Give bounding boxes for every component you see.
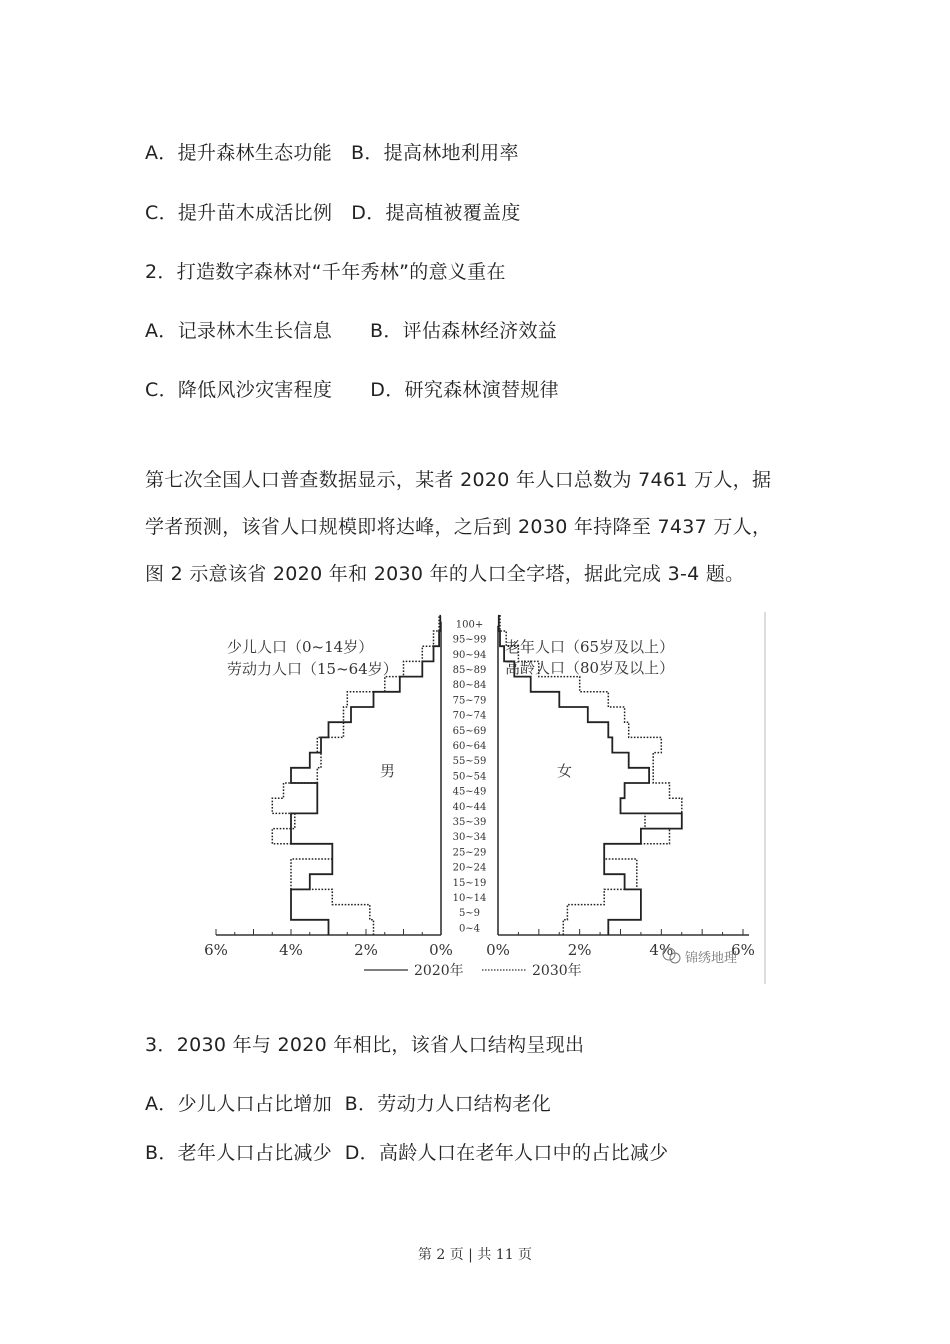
age-label: 5~9 [458, 908, 481, 920]
male-label: 男 [380, 762, 396, 780]
age-label: 100+ [455, 619, 484, 631]
age-label: 55~59 [452, 756, 487, 768]
passage-line-2: 学者预测，该省人口规模即将达峰，之后到 2030 年持降至 7437 万人， [145, 516, 772, 538]
x-tick-label-right: 2% [567, 941, 592, 959]
x-tick-label-right: 6% [731, 941, 755, 959]
legend-2020-label: 2020年 [414, 963, 464, 979]
age-label: 65~69 [452, 725, 487, 737]
age-label: 40~44 [452, 801, 487, 813]
age-group-labels [453, 619, 487, 934]
age-label: 35~39 [452, 817, 487, 828]
age-label: 0~4 [458, 923, 481, 935]
age-label: 45~49 [452, 786, 487, 798]
age-label: 90~94 [452, 649, 487, 661]
x-tick-label-left: 6% [204, 941, 228, 959]
age-label: 25~29 [452, 847, 487, 859]
q2-options-line-1: A．记录林木生长信息 B．评估森林经济效益 [145, 320, 558, 342]
q2-stem: 2．打造数字森林对“千年秀林”的意义重在 [145, 261, 506, 283]
age-label: 60~64 [452, 741, 487, 752]
q3-options-line-2: B．老年人口占比减少 D．高龄人口在老年人口中的占比减少 [145, 1142, 669, 1164]
x-tick-label-left: 2% [354, 941, 378, 959]
passage-line-3: 图 2 示意该省 2020 年和 2030 年的人口全字塔，据此完成 3-4 题。 [145, 563, 745, 585]
q3-options-line-1: A．少儿人口占比增加 B．劳动力人口结构老化 [145, 1093, 552, 1115]
legend-elderly-population: 老年人口（65岁及以上） [505, 638, 675, 656]
x-tick-label-right: 4% [649, 941, 674, 959]
legend-child-population: 少儿人口（0~14岁） [227, 638, 374, 656]
passage [145, 457, 815, 598]
legend-labor-population: 劳动力人口（15~64岁） [227, 660, 398, 678]
legend-2030-label: 2030年 [532, 963, 582, 979]
x-tick-label-right: 0% [486, 941, 510, 959]
age-label: 70~74 [452, 710, 487, 722]
x-axis-ticks [204, 941, 755, 959]
q1-options-line-2: C．提升苗木成活比例 D．提高植被覆盖度 [145, 202, 521, 224]
watermark [663, 948, 737, 966]
passage-line-1: 第七次全国人口普查数据显示，某者 2020 年人口总数为 7461 万人，据 [145, 469, 772, 491]
age-label: 95~99 [452, 634, 487, 646]
age-label: 85~89 [452, 665, 487, 676]
page-footer: 第 2 页 | 共 11 页 [417, 1247, 533, 1263]
age-label: 80~84 [452, 680, 487, 692]
female-label: 女 [557, 762, 573, 780]
q1-options-line-1: A．提升森林生态功能 B．提高林地利用率 [145, 142, 519, 164]
age-label: 75~79 [452, 695, 487, 707]
age-label: 20~24 [452, 862, 487, 874]
age-label: 50~54 [452, 771, 487, 783]
x-tick-label-left: 4% [279, 941, 303, 959]
x-tick-label-left: 0% [429, 941, 453, 959]
watermark-text: 锦绣地理 [685, 951, 738, 966]
q3-stem: 3．2030 年与 2020 年相比，该省人口结构呈现出 [145, 1034, 585, 1056]
age-label: 15~19 [452, 877, 487, 889]
q2-options-line-2: C．降低风沙灾害程度 D．研究森林演替规律 [145, 379, 559, 401]
legend-oldest-old-population: 高龄人口（80岁及以上） [505, 659, 675, 677]
population-pyramid-chart [200, 612, 766, 984]
age-label: 10~14 [452, 893, 487, 904]
age-label: 30~34 [452, 832, 487, 844]
population-pyramid-figure [200, 612, 766, 984]
